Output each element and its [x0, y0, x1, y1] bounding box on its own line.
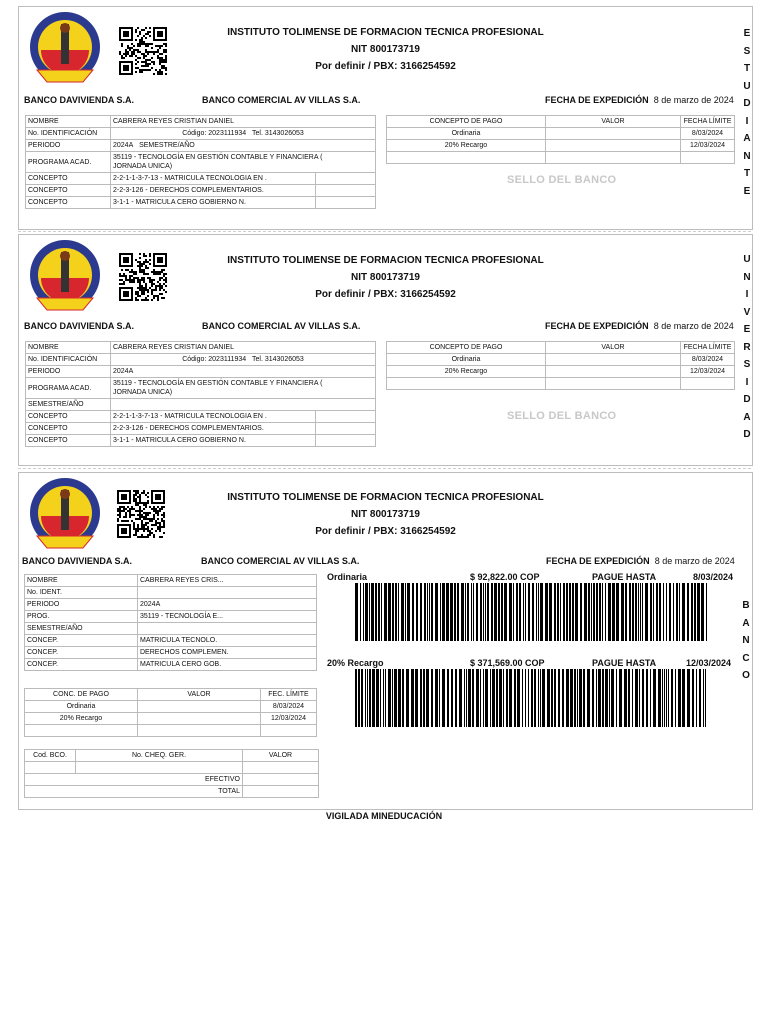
pay-row-concept: Ordinaria: [387, 128, 546, 140]
coupon-university: [18, 234, 753, 466]
pay-row-concept: 20% Recargo: [25, 713, 138, 725]
vertical-letter: A: [743, 411, 751, 423]
vertical-letter: U: [743, 80, 751, 92]
id-label: No. IDENTIFICACIÓN: [26, 128, 111, 140]
periodo-label: PERIODO: [26, 366, 111, 378]
expedition-date: [546, 556, 735, 566]
pay-row-date: 8/03/2024: [681, 354, 735, 366]
cheque-label: No. CHEQ. GER.: [76, 750, 243, 762]
concepto-3: 3-1-1 - MATRICULA CERO GOBIERNO N.: [111, 435, 316, 447]
footer-vigilada: VIGILADA MINEDUCACIÓN: [325, 811, 443, 821]
barcode-date: 8/03/2024: [693, 572, 734, 582]
expedition-date: [545, 95, 734, 105]
ident-label: No. IDENT.: [25, 587, 138, 599]
pay-header-date: FECHA LÍMITE: [681, 116, 735, 128]
bank-av-villas: BANCO COMERCIAL AV VILLAS S.A.: [202, 321, 361, 331]
concepto-label: CONCEPTO: [26, 173, 111, 185]
vertical-letter: C: [742, 652, 750, 664]
vertical-letter: T: [743, 63, 751, 74]
vertical-letter: I: [745, 115, 749, 127]
concepto-3: 3-1-1 - MATRICULA CERO GOBIERNO N.: [111, 197, 316, 209]
codigo-value: Código: 2023111934: [182, 356, 247, 363]
tel-value: Tel. 3143026053: [252, 356, 304, 363]
vertical-label-estudiante: [740, 25, 754, 200]
semestre-label: SEMESTRE/AÑO: [139, 142, 195, 149]
nombre-label: NOMBRE: [25, 575, 138, 587]
bank-davivienda: BANCO DAVIVIENDA S.A.: [24, 321, 135, 331]
periodo-label: PERIODO: [25, 599, 138, 611]
concep-label: CONCEP.: [25, 647, 138, 659]
codigo-value: Código: 2023111934: [182, 130, 247, 137]
institution-contact: Por definir / PBX: 3166254592: [315, 526, 456, 537]
periodo-label: PERIODO: [26, 140, 111, 152]
vertical-letter: E: [743, 185, 751, 197]
payment-table: [386, 341, 735, 390]
concep-label: CONCEP.: [25, 659, 138, 671]
barcode-pague: PAGUE HASTA: [592, 572, 657, 582]
prog-value: 35119 - TECNOLOGÍA E...: [138, 611, 317, 623]
concepto-1: 2-2-1-1-3-7-13 - MATRICULA TECNOLOGIA EN .: [111, 173, 316, 185]
pay-row-concept: 20% Recargo: [387, 366, 546, 378]
concepto-2: 2-2-3-126 - DERECHOS COMPLEMENTARIOS.: [111, 423, 316, 435]
institution-contact: Por definir / PBX: 3166254592: [315, 289, 456, 300]
pay-row-concept: Ordinaria: [25, 701, 138, 713]
vertical-letter: D: [743, 429, 751, 440]
vertical-letter: N: [742, 635, 750, 646]
concepto-label: CONCEPTO: [26, 411, 111, 423]
vertical-letter: R: [743, 341, 751, 353]
pay-header-concept: CONCEPTO DE PAGO: [387, 342, 546, 354]
semestre-label: SEMESTRE/AÑO: [26, 399, 111, 411]
barcode-concept: 20% Recargo: [327, 658, 384, 668]
institution-contact: Por definir / PBX: 3166254592: [315, 61, 456, 72]
expedition-date: [545, 321, 734, 331]
pay-row-value: [546, 354, 681, 366]
payment-table: [386, 115, 735, 164]
cut-line: [18, 468, 751, 469]
expedition-label: FECHA DE EXPEDICIÓN: [546, 556, 650, 566]
bank-payment-table: [24, 688, 317, 737]
cheque-table: [24, 749, 319, 798]
periodo-value: 2024A: [113, 142, 134, 149]
institution-nit: NIT 800173719: [351, 44, 420, 55]
tel-value: Tel. 3143026053: [252, 130, 304, 137]
concepto-label: CONCEPTO: [26, 197, 111, 209]
bank-av-villas: BANCO COMERCIAL AV VILLAS S.A.: [201, 556, 360, 566]
bank-seal-label: SELLO DEL BANCO: [507, 410, 617, 422]
barcode-ordinaria: [355, 583, 707, 641]
vertical-label-banco: [739, 597, 753, 685]
expedition-label: FECHA DE EXPEDICIÓN: [545, 321, 649, 331]
vertical-letter: I: [745, 376, 749, 388]
concepto-label: CONCEPTO: [26, 185, 111, 197]
institution-name: INSTITUTO TOLIMENSE DE FORMACION TECNICA PROFESIONAL: [227, 492, 544, 503]
programa-value: 35119 - TECNOLOGÍA EN GESTIÓN CONTABLE Y FINANCIERA (: [113, 154, 323, 161]
barcode-amount: $ 371,569.00 COP: [470, 658, 545, 668]
vertical-letter: S: [743, 359, 751, 370]
periodo-value: 2024A: [111, 366, 376, 378]
student-info-table: [25, 341, 376, 447]
efectivo-label: EFECTIVO: [25, 774, 243, 786]
expedition-label: FECHA DE EXPEDICIÓN: [545, 95, 649, 105]
coupon-bank: [18, 472, 753, 810]
bank-av-villas: BANCO COMERCIAL AV VILLAS S.A.: [202, 95, 361, 105]
cut-line: [18, 231, 751, 232]
pay-row-value: [546, 140, 681, 152]
vertical-letter: B: [742, 600, 750, 611]
periodo-value: 2024A: [138, 599, 317, 611]
expedition-value: 8 de marzo de 2024: [654, 556, 735, 566]
vertical-letter: D: [743, 394, 751, 405]
concep-label: CONCEP.: [25, 635, 138, 647]
programa-value-2: JORNADA UNICA): [113, 389, 173, 396]
vertical-letter: A: [743, 133, 751, 144]
bank-davivienda: BANCO DAVIVIENDA S.A.: [24, 95, 135, 105]
nombre-value: CABRERA REYES CRIS...: [138, 575, 317, 587]
concep-3: MATRICULA CERO GOB.: [138, 659, 317, 671]
pay-row-date: 12/03/2024: [261, 713, 317, 725]
cod-bco-label: Cod. BCO.: [25, 750, 76, 762]
pay-header-concept: CONC. DE PAGO: [25, 689, 138, 701]
institution-nit: NIT 800173719: [351, 272, 420, 283]
vertical-letter: E: [743, 28, 751, 39]
bank-davivienda: BANCO DAVIVIENDA S.A.: [22, 556, 133, 566]
institution-name: INSTITUTO TOLIMENSE DE FORMACION TECNICA PROFESIONAL: [227, 255, 544, 266]
vertical-letter: A: [742, 617, 750, 629]
id-label: No. IDENTIFICACIÓN: [26, 354, 111, 366]
concep-2: DERECHOS COMPLEMEN.: [138, 647, 317, 659]
barcode-pague: PAGUE HASTA: [592, 658, 657, 668]
bank-info-table: [24, 574, 317, 671]
pay-header-date: FECHA LÍMITE: [681, 342, 735, 354]
programa-label: PROGRAMA ACAD.: [26, 152, 111, 173]
pay-row-value: [546, 128, 681, 140]
pay-header-value: VALOR: [138, 689, 261, 701]
programa-value-2: JORNADA UNICA): [113, 163, 173, 170]
barcode-recargo: [355, 669, 707, 727]
coupon-student: [18, 6, 753, 230]
vertical-letter: T: [743, 168, 751, 179]
vertical-letter: D: [743, 98, 751, 109]
nombre-value: CABRERA REYES CRISTIAN DANIEL: [111, 342, 376, 354]
concepto-2: 2-2-3-126 - DERECHOS COMPLEMENTARIOS.: [111, 185, 316, 197]
vertical-letter: O: [742, 670, 750, 681]
semestre-label: SEMESTRE/AÑO: [25, 623, 138, 635]
pay-header-date: FEC. LÍMITE: [261, 689, 317, 701]
vertical-letter: S: [743, 45, 751, 57]
valor-label: VALOR: [243, 750, 319, 762]
pay-row-date: 8/03/2024: [681, 128, 735, 140]
vertical-letter: U: [743, 254, 751, 265]
institution-name: INSTITUTO TOLIMENSE DE FORMACION TECNICA PROFESIONAL: [227, 27, 544, 38]
nombre-value: CABRERA REYES CRISTIAN DANIEL: [111, 116, 376, 128]
concepto-label: CONCEPTO: [26, 423, 111, 435]
pay-row-concept: 20% Recargo: [387, 140, 546, 152]
barcode-concept: Ordinaria: [327, 572, 368, 582]
nombre-label: NOMBRE: [26, 342, 111, 354]
pay-row-value: [546, 366, 681, 378]
barcode-amount: $ 92,822.00 COP: [470, 572, 540, 582]
programa-value: 35119 - TECNOLOGÍA EN GESTIÓN CONTABLE Y FINANCIERA (: [113, 380, 323, 387]
concepto-label: CONCEPTO: [26, 435, 111, 447]
vertical-label-universidad: [740, 251, 754, 444]
pay-header-value: VALOR: [546, 116, 681, 128]
total-label: TOTAL: [25, 786, 243, 798]
nombre-label: NOMBRE: [26, 116, 111, 128]
programa-label: PROGRAMA ACAD.: [26, 378, 111, 399]
vertical-letter: I: [745, 289, 749, 300]
student-info-table: [25, 115, 376, 209]
bank-seal-label: SELLO DEL BANCO: [507, 174, 617, 186]
pay-header-value: VALOR: [546, 342, 681, 354]
vertical-letter: V: [743, 306, 751, 318]
expedition-value: 8 de marzo de 2024: [653, 95, 734, 105]
concep-1: MATRICULA TECNOLO.: [138, 635, 317, 647]
pay-header-concept: CONCEPTO DE PAGO: [387, 116, 546, 128]
barcode-date: 12/03/2024: [686, 658, 732, 668]
pay-row-date: 12/03/2024: [681, 140, 735, 152]
expedition-value: 8 de marzo de 2024: [653, 321, 734, 331]
prog-label: PROG.: [25, 611, 138, 623]
pay-row-date: 12/03/2024: [681, 366, 735, 378]
concepto-1: 2-2-1-1-3-7-13 - MATRICULA TECNOLOGIA EN .: [111, 411, 316, 423]
vertical-letter: N: [743, 150, 751, 162]
vertical-letter: E: [743, 324, 751, 335]
pay-row-date: 8/03/2024: [261, 701, 317, 713]
institution-nit: NIT 800173719: [351, 509, 420, 520]
pay-row-concept: Ordinaria: [387, 354, 546, 366]
vertical-letter: N: [743, 271, 751, 283]
